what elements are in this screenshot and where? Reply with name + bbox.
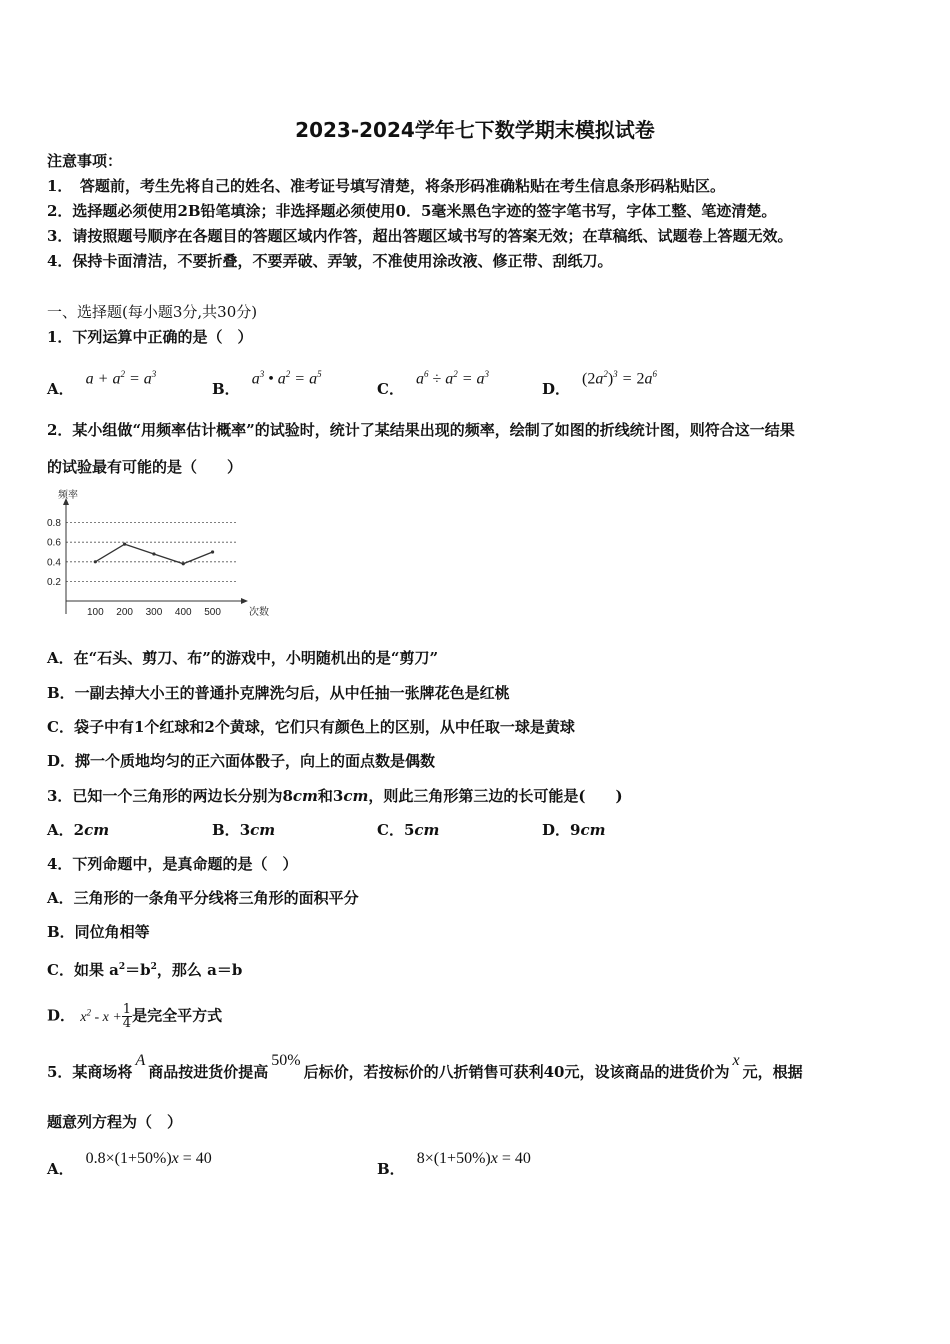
y-tick-label: 0.4 xyxy=(47,557,61,569)
question-3-option-a xyxy=(47,820,109,840)
option-text: 是完全平方式 xyxy=(132,1006,223,1025)
length-1: 8 xyxy=(282,787,293,805)
question-4-option-d xyxy=(47,1002,222,1030)
x-tick-label: 400 xyxy=(174,607,192,618)
unit: cm xyxy=(292,787,318,805)
formula: $a + a^2 = a^3$ xyxy=(85,369,157,388)
percent: 50% xyxy=(271,1052,301,1069)
variable-a: A xyxy=(135,1052,146,1069)
y-tick-label: 0.8 xyxy=(47,518,61,530)
x-tick-label: 200 xyxy=(116,607,133,618)
notice-item-1: 1． 答题前，考生先将自己的姓名、准考证号填写清楚，将条形码准确粘贴在考生信息条形码粘贴区。 xyxy=(47,177,725,195)
fraction-one-quarter: $\frac{1}{4}$ xyxy=(122,1002,132,1032)
question-4-option-c: C．如果 $a^2=b^2$，那么 a＝b xyxy=(47,961,243,979)
option-label: D． xyxy=(47,1006,76,1025)
frequency-line-chart xyxy=(44,488,279,620)
notice-item-3: 3．请按照题号顺序在各题目的答题区域内作答，超出答题区域书写的答案无效；在草稿纸、试题卷上答题无效。 xyxy=(47,227,793,245)
option-value: 9 xyxy=(570,821,581,839)
question-5-stem-line-2: 题意列方程为（ ） xyxy=(47,1113,183,1131)
question-5-option-a xyxy=(47,1150,212,1179)
stem-text: 3．已知一个三角形的两边长分别为 xyxy=(47,787,283,805)
option-text: C．如果 a xyxy=(47,961,119,979)
question-2-option-c: C．袋子中有1个红球和2个黄球，它们只有颜色上的区别，从中任取一球是黄球 xyxy=(47,718,575,736)
question-2-stem-line-2: 的试验最有可能的是（ ） xyxy=(47,458,243,476)
question-2-option-b: B．一副去掉大小王的普通扑克牌洗匀后，从中任抽一张牌花色是红桃 xyxy=(47,684,510,702)
formula: $a^3$ • $a^2 = a^5$ xyxy=(251,369,322,388)
option-text: ＝b xyxy=(125,961,151,979)
notice-heading: 注意事项： xyxy=(47,152,123,170)
unit: cm xyxy=(343,787,369,805)
option-label: A． xyxy=(47,380,74,399)
stem-text: ，则此三角形第三边的长可能是( ) xyxy=(368,787,623,805)
option-text: ，那么 a＝b xyxy=(156,961,243,979)
question-3-option-c xyxy=(377,820,439,840)
option-label: D． xyxy=(542,380,571,399)
data-point xyxy=(152,552,155,555)
formula: $a^6 \div a^2 = a^3$ xyxy=(415,369,490,388)
option-value: 5 xyxy=(403,821,415,839)
formula: 8×(1+50%)x = 40 xyxy=(416,1150,531,1167)
stem-text: 元，根据 xyxy=(742,1063,803,1081)
option-label: D． xyxy=(542,821,571,839)
data-point xyxy=(211,550,214,553)
question-1-option-c xyxy=(377,369,490,399)
stem-text: 5．某商场将 xyxy=(47,1063,133,1081)
option-label: A． xyxy=(47,1160,74,1178)
question-3-option-d xyxy=(542,820,605,840)
unit: cm xyxy=(414,821,440,839)
option-label: B． xyxy=(377,1160,405,1178)
question-1-option-d xyxy=(542,369,657,399)
question-1-option-a xyxy=(47,369,157,399)
formula: $(2a^2)^3 = 2a^6$ xyxy=(582,369,657,388)
stem-text: 商品按进货价提高 xyxy=(148,1063,269,1081)
data-point xyxy=(182,562,185,565)
x-tick-label: 500 xyxy=(204,607,221,618)
question-2-stem-line-1: 2．某小组做“用频率估计概率”的试验时，统计了某结果出现的频率，绘制了如图的折线统计图，则符合这一结果 xyxy=(47,421,795,439)
notice-item-4: 4．保持卡面清洁，不要折叠，不要弄破、弄皱，不准使用涂改液、修正带、刮纸刀。 xyxy=(47,252,613,270)
question-3-stem xyxy=(47,786,623,806)
x-axis-arrow xyxy=(241,598,248,604)
y-tick-label: 0.6 xyxy=(47,537,61,549)
option-label: C． xyxy=(377,380,404,399)
data-point xyxy=(94,560,97,563)
section-heading: 一、选择题(每小题3分,共30分) xyxy=(47,303,258,321)
y-axis-label: 频率 xyxy=(58,490,78,501)
option-label: B． xyxy=(212,380,240,399)
variable-x: x xyxy=(732,1052,740,1069)
length-2: 3 xyxy=(332,787,344,805)
formula: $x^2$ - x + xyxy=(80,1007,122,1025)
stem-text: 后标价，若按标价的八折销售可获利40元，设该商品的进货价为 xyxy=(303,1063,730,1081)
notice-item-2: 2．选择题必须使用2B铅笔填涂；非选择题必须使用0．5毫米黑色字迹的签字笔书写，字体工整、笔迹清楚。 xyxy=(47,202,777,220)
option-label: B． xyxy=(212,821,240,839)
unit: cm xyxy=(84,821,110,839)
unit: cm xyxy=(580,821,606,839)
question-4-stem: 4．下列命题中，是真命题的是（ ） xyxy=(47,855,298,873)
y-tick-label: 0.2 xyxy=(47,576,61,588)
x-tick-label: 100 xyxy=(86,607,104,618)
option-label: A． xyxy=(47,821,74,839)
option-value: 3 xyxy=(239,821,251,839)
formula: 0.8×(1+50%)x = 40 xyxy=(85,1150,212,1167)
question-5-stem xyxy=(47,1052,803,1083)
question-2-option-d: D．掷一个质地均匀的正六面体骰子，向上的面点数是偶数 xyxy=(47,752,436,770)
question-4-option-b: B．同位角相等 xyxy=(47,923,150,941)
option-label: C． xyxy=(377,821,404,839)
question-5-option-b xyxy=(377,1150,531,1179)
data-point xyxy=(123,543,126,546)
question-3-option-b xyxy=(212,820,275,840)
unit: cm xyxy=(250,821,276,839)
question-4-option-a: A．三角形的一条角平分线将三角形的面积平分 xyxy=(47,889,359,907)
question-2-option-a: A．在“石头、剪刀、布”的游戏中，小明随机出的是“剪刀” xyxy=(47,649,439,667)
page-title: 2023-2024学年七下数学期末模拟试卷 xyxy=(295,118,655,142)
question-1-stem: 1．下列运算中正确的是（ ） xyxy=(47,328,253,346)
question-1-option-b xyxy=(212,369,322,399)
option-value: 2 xyxy=(73,821,85,839)
x-axis-label: 次数 xyxy=(249,607,269,618)
x-tick-label: 300 xyxy=(145,607,163,618)
stem-text: 和 xyxy=(317,787,333,805)
